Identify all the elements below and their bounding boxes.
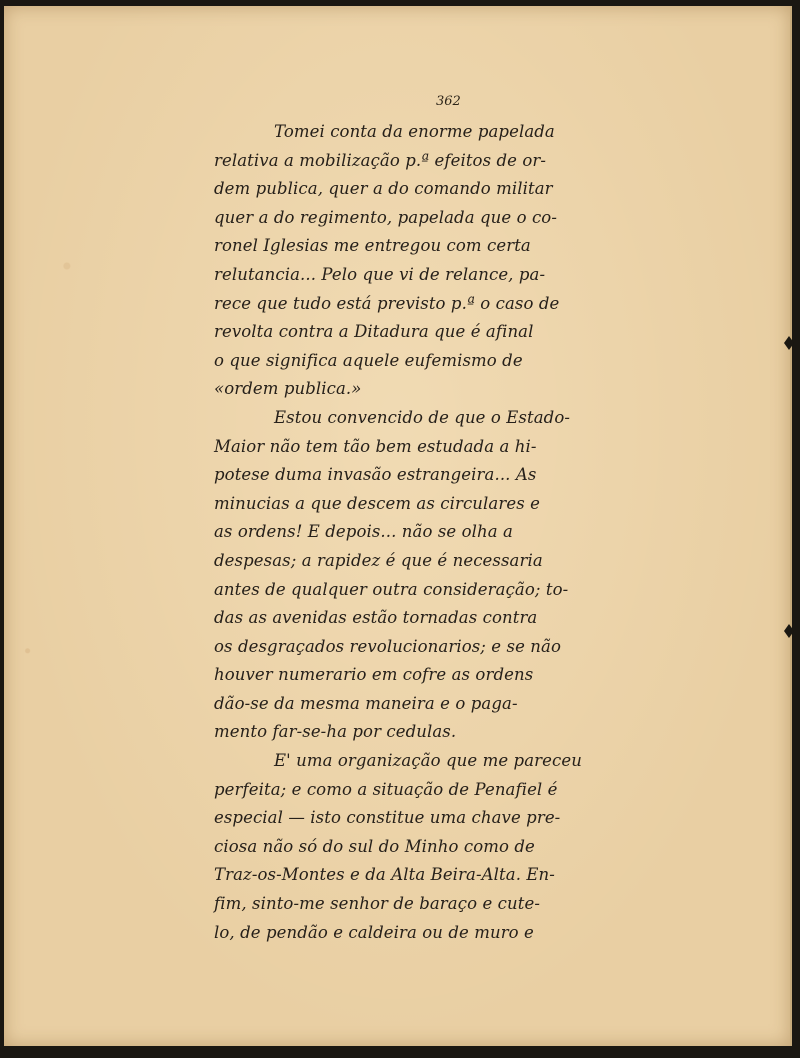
text-line: relutancia... Pelo que vi de relance, pa- bbox=[214, 264, 546, 284]
page-edge-mark bbox=[784, 624, 794, 638]
text-line: minucias a que descem as circulares e bbox=[214, 493, 540, 513]
text-line: ronel Iglesias me entregou com certa bbox=[214, 236, 531, 256]
page-number: 362 bbox=[436, 94, 461, 109]
text-line: mento far-se-ha por cedulas. bbox=[214, 722, 457, 742]
page-edge-mark bbox=[784, 336, 794, 350]
text-line: o que significa aquele eufemismo de bbox=[214, 350, 523, 370]
text-line: quer a do regimento, papelada que o co- bbox=[214, 207, 558, 227]
text-line: Tomei conta da enorme papelada bbox=[274, 122, 555, 141]
text-line: lo, de pendão e caldeira ou de muro e bbox=[214, 922, 534, 942]
text-line: despesas; a rapidez é que é necessaria bbox=[214, 550, 543, 570]
text-line: «ordem publica.» bbox=[214, 379, 362, 399]
text-line: dão-se da mesma maneira e o paga- bbox=[214, 693, 518, 713]
text-line: relativa a mobilização p.ª efeitos de or- bbox=[214, 150, 547, 170]
text-line: Maior não tem tão bem estudada a hi- bbox=[214, 436, 537, 456]
text-line: dem publica, quer a do comando militar bbox=[214, 179, 553, 199]
text-line: revolta contra a Ditadura que é afinal bbox=[214, 322, 534, 342]
text-line: as ordens! E depois... não se olha a bbox=[214, 522, 513, 542]
text-line: Estou convencido de que o Estado- bbox=[274, 407, 571, 427]
text-line: Traz-os-Montes e da Alta Beira-Alta. En- bbox=[214, 865, 555, 885]
manuscript-body bbox=[214, 118, 694, 947]
text-line: os desgraçados revolucionarios; e se não bbox=[214, 636, 561, 656]
text-line: houver numerario em cofre as ordens bbox=[214, 665, 534, 685]
text-line: ciosa não só do sul do Minho como de bbox=[214, 836, 535, 856]
text-line: antes de qualquer outra consideração; to- bbox=[214, 579, 569, 599]
text-line: fim, sinto-me senhor de baraço e cute- bbox=[214, 894, 541, 914]
text-line: especial — isto constitue uma chave pre- bbox=[214, 808, 561, 828]
text-line: rece que tudo está previsto p.ª o caso de bbox=[214, 293, 560, 313]
text-line: E' uma organização que me pareceu bbox=[274, 751, 582, 771]
text-line: das as avenidas estão tornadas contra bbox=[214, 608, 538, 628]
text-line: potese duma invasão estrangeira... As bbox=[214, 465, 537, 485]
manuscript-page bbox=[4, 6, 792, 1046]
text-line: perfeita; e como a situação de Penafiel é bbox=[214, 779, 558, 799]
